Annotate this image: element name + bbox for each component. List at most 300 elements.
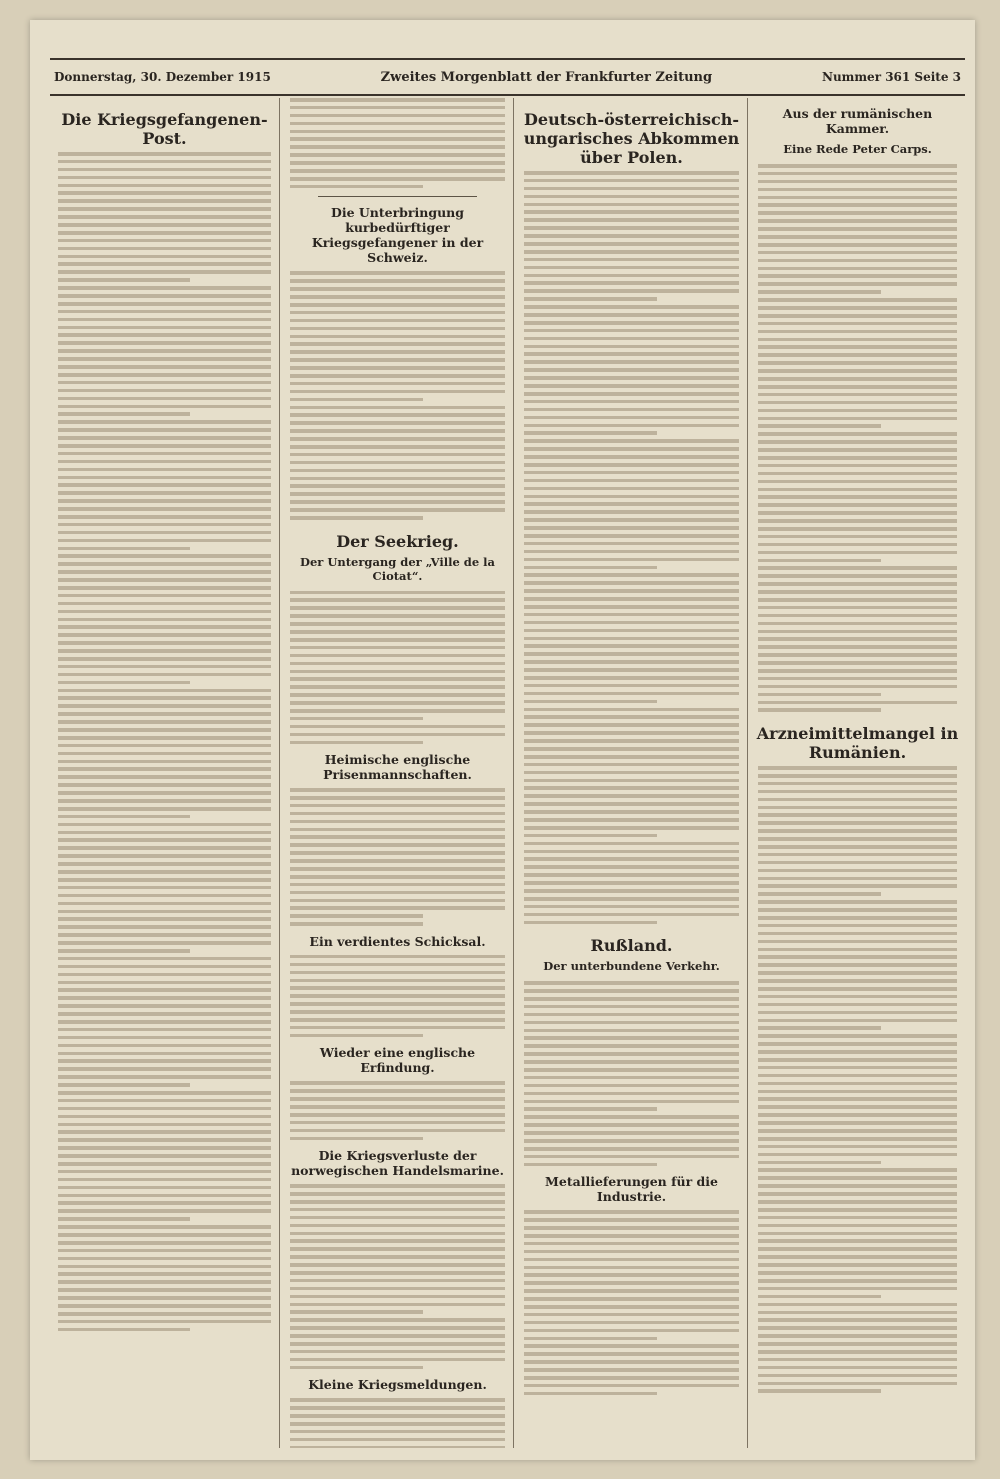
text-line [290, 606, 505, 610]
text-line [524, 589, 739, 593]
body-text-lines [290, 1184, 505, 1369]
text-line [758, 393, 957, 397]
text-line [524, 510, 739, 514]
text-line [58, 1312, 271, 1316]
text-line [58, 365, 271, 369]
text-line [290, 1438, 505, 1442]
text-line [290, 859, 505, 863]
text-line [758, 306, 957, 310]
text-line [524, 1052, 739, 1056]
text-line [290, 516, 423, 520]
text-line [58, 270, 271, 274]
text-line [290, 342, 505, 346]
text-line [758, 409, 957, 413]
text-line [290, 955, 505, 959]
text-line [290, 614, 505, 618]
text-line [524, 692, 739, 696]
text-line [524, 1376, 739, 1380]
text-line [58, 712, 271, 716]
text-line [58, 1265, 271, 1269]
text-line [524, 313, 739, 317]
text-line [58, 349, 271, 353]
text-line [758, 401, 957, 405]
text-line [758, 566, 957, 570]
text-line [758, 559, 881, 563]
text-line [290, 1089, 505, 1093]
text-line [58, 515, 271, 519]
text-line [58, 1170, 271, 1174]
text-line [758, 598, 957, 602]
text-line [524, 345, 739, 349]
text-line [58, 255, 271, 259]
text-line [58, 1107, 271, 1111]
text-line [524, 479, 739, 483]
text-line [758, 661, 957, 665]
text-line [290, 963, 505, 967]
text-line [290, 717, 423, 721]
text-line [758, 1050, 957, 1054]
text-line [524, 573, 739, 577]
text-line [290, 279, 505, 283]
text-line [58, 302, 271, 306]
text-line [524, 226, 739, 230]
text-line [58, 689, 271, 693]
text-line [524, 1021, 739, 1025]
text-line [524, 676, 739, 680]
text-line [758, 813, 957, 817]
text-line [58, 1328, 190, 1332]
text-line [290, 812, 505, 816]
text-line [524, 731, 739, 735]
subheadline-rede-peter-carps: Eine Rede Peter Carps. [783, 142, 932, 156]
text-line [58, 476, 271, 480]
text-line [758, 845, 957, 849]
text-line [758, 314, 957, 318]
text-line [58, 1130, 271, 1134]
text-line [290, 406, 505, 410]
text-line [758, 1058, 957, 1062]
text-line [758, 884, 957, 888]
text-line [290, 741, 423, 745]
text-line [58, 1067, 271, 1071]
text-line [58, 965, 271, 969]
text-line [524, 715, 739, 719]
text-line [290, 366, 505, 370]
text-line [758, 1255, 957, 1259]
text-line [290, 1018, 505, 1022]
text-line [758, 1168, 957, 1172]
text-line [524, 550, 739, 554]
text-line [758, 622, 957, 626]
body-text-lines [758, 164, 957, 712]
text-line [758, 963, 957, 967]
text-line [290, 971, 505, 975]
text-line [58, 1091, 271, 1095]
text-line [58, 1083, 190, 1087]
text-line [524, 321, 739, 325]
text-line [758, 1113, 957, 1117]
text-line [524, 1155, 739, 1159]
text-line [758, 995, 957, 999]
text-line [290, 1326, 505, 1330]
text-line [758, 861, 957, 865]
text-line [524, 542, 739, 546]
text-line [524, 274, 739, 278]
text-line [758, 669, 957, 673]
text-line [290, 986, 505, 990]
text-line [58, 886, 271, 890]
text-line [58, 1028, 271, 1032]
headline-englische-erfindung: Wieder eine englische Erfindung. [319, 1045, 476, 1076]
text-line [58, 152, 271, 156]
text-line [58, 625, 271, 629]
headline-verdientes-schicksal: Ein verdientes Schicksal. [309, 933, 486, 949]
text-line [58, 444, 271, 448]
text-line [290, 177, 505, 181]
text-line [758, 892, 881, 896]
text-line [58, 436, 271, 440]
text-line [758, 1019, 957, 1023]
text-line [290, 1263, 505, 1267]
text-line [758, 582, 957, 586]
text-line [524, 558, 739, 562]
body-text-lines [290, 271, 505, 519]
text-line [290, 693, 505, 697]
text-line [524, 597, 739, 601]
text-line [290, 1334, 505, 1338]
text-line [524, 1266, 739, 1270]
text-line [758, 708, 881, 712]
text-line [58, 1059, 271, 1063]
text-line [58, 925, 271, 929]
text-line [58, 618, 271, 622]
text-line [58, 499, 271, 503]
text-line [758, 979, 957, 983]
text-line [58, 594, 271, 598]
text-line [58, 854, 271, 858]
column-3 [516, 98, 748, 1448]
text-line [290, 654, 505, 658]
text-line [524, 1076, 739, 1080]
text-line [58, 704, 271, 708]
text-line [524, 1234, 739, 1238]
text-line [58, 1320, 271, 1324]
text-line [58, 1075, 271, 1079]
text-line [758, 1153, 957, 1157]
text-line [758, 1026, 881, 1030]
text-line [524, 668, 739, 672]
text-line [524, 1092, 739, 1096]
masthead-date: Donnerstag, 30. Dezember 1915 [54, 70, 271, 84]
text-line [58, 981, 271, 985]
text-line [58, 941, 271, 945]
text-line [758, 955, 957, 959]
text-line [524, 652, 739, 656]
text-line [758, 353, 957, 357]
text-line [290, 492, 505, 496]
text-line [290, 303, 505, 307]
headline-arzneimittelmangel: Arzneimittelmangel in Rumänien. [756, 724, 959, 763]
text-line [758, 971, 957, 975]
text-line [290, 630, 505, 634]
text-line [758, 1382, 957, 1386]
text-line [758, 488, 957, 492]
body-text-lines [290, 788, 505, 926]
text-line [58, 633, 271, 637]
text-line [524, 1139, 739, 1143]
text-line [58, 160, 271, 164]
text-line [58, 1012, 271, 1016]
text-line [290, 906, 505, 910]
text-line [758, 1192, 957, 1196]
text-line [58, 570, 271, 574]
text-line [58, 1044, 271, 1048]
text-line [524, 297, 657, 301]
text-line [58, 207, 271, 211]
text-line [758, 543, 957, 547]
text-line [524, 1273, 739, 1277]
headline-seekrieg: Der Seekrieg. [336, 531, 459, 551]
headline-russland: Rußland. [590, 936, 673, 956]
text-line [758, 614, 957, 618]
text-line [524, 424, 739, 428]
text-line [758, 203, 957, 207]
text-line [524, 1036, 739, 1040]
text-line [58, 1217, 190, 1221]
text-line [58, 1052, 271, 1056]
text-line [758, 590, 957, 594]
text-line [58, 176, 271, 180]
text-line [524, 463, 739, 467]
text-line [58, 168, 271, 172]
text-line [758, 535, 957, 539]
text-line [758, 1145, 957, 1149]
text-line [290, 883, 505, 887]
text-line [58, 1249, 271, 1253]
text-line [290, 374, 505, 378]
text-line [290, 453, 505, 457]
text-line [524, 187, 739, 191]
text-line [290, 461, 505, 465]
text-line [58, 247, 271, 251]
text-line [58, 1233, 271, 1237]
text-line [290, 875, 505, 879]
text-line [758, 1358, 957, 1362]
text-line [524, 644, 739, 648]
text-line [58, 775, 271, 779]
text-line [524, 621, 739, 625]
text-line [524, 360, 739, 364]
text-line [758, 227, 957, 231]
text-line [524, 1218, 739, 1222]
text-line [290, 851, 505, 855]
text-line [758, 829, 957, 833]
text-line [290, 350, 505, 354]
text-line [524, 392, 739, 396]
text-line [524, 242, 739, 246]
text-line [524, 881, 739, 885]
text-line [524, 195, 739, 199]
text-line [58, 823, 271, 827]
text-line [758, 948, 957, 952]
text-line [58, 1162, 271, 1166]
column-4 [750, 98, 965, 1448]
text-line [290, 1232, 505, 1236]
text-line [290, 1318, 505, 1322]
text-line [524, 913, 739, 917]
text-line [290, 390, 505, 394]
text-line [290, 484, 505, 488]
text-line [758, 472, 957, 476]
body-text-lines [290, 591, 505, 745]
text-line [758, 440, 957, 444]
text-line [524, 1029, 739, 1033]
text-line [758, 1105, 957, 1109]
text-line [524, 171, 739, 175]
text-line [58, 933, 271, 937]
divider [318, 196, 477, 197]
text-line [290, 1010, 505, 1014]
text-line [524, 179, 739, 183]
text-line [290, 733, 505, 737]
text-line [758, 908, 957, 912]
text-line [758, 1121, 957, 1125]
text-line [524, 431, 657, 435]
text-line [524, 250, 739, 254]
text-line [524, 1044, 739, 1048]
text-line [758, 298, 957, 302]
text-line [290, 828, 505, 832]
text-line [290, 1255, 505, 1259]
text-line [58, 1257, 271, 1261]
text-line [58, 894, 271, 898]
text-line [290, 922, 423, 926]
text-line [58, 420, 271, 424]
text-line [58, 1004, 271, 1008]
text-line [290, 153, 505, 157]
text-line [758, 1184, 957, 1188]
text-line [290, 429, 505, 433]
text-line [524, 1013, 739, 1017]
body-text-lines [524, 981, 739, 1166]
text-line [524, 1392, 657, 1396]
text-line [758, 243, 957, 247]
text-line [524, 637, 739, 641]
text-line [290, 820, 505, 824]
text-line [58, 728, 271, 732]
text-line [290, 137, 505, 141]
text-line [290, 591, 505, 595]
text-line [758, 1216, 957, 1220]
text-line [758, 1342, 957, 1346]
text-line [58, 752, 271, 756]
text-line [758, 701, 957, 705]
text-line [524, 708, 739, 712]
text-line [758, 924, 957, 928]
text-line [290, 979, 505, 983]
text-line [58, 1272, 271, 1276]
text-line [758, 637, 957, 641]
text-line [290, 477, 505, 481]
text-line [758, 235, 957, 239]
text-line [524, 376, 739, 380]
text-line [58, 846, 271, 850]
text-line [290, 445, 505, 449]
text-line [58, 649, 271, 653]
text-line [758, 1389, 881, 1393]
text-line [524, 1123, 739, 1127]
text-line [758, 653, 957, 657]
text-line [290, 327, 505, 331]
text-line [290, 1026, 505, 1030]
text-line [58, 310, 271, 314]
text-line [524, 368, 739, 372]
text-line [290, 1200, 505, 1204]
text-line [58, 910, 271, 914]
text-line [290, 169, 505, 173]
text-line [58, 373, 271, 377]
text-line [524, 786, 739, 790]
text-line [290, 835, 505, 839]
text-line [758, 1366, 957, 1370]
text-line [758, 172, 957, 176]
text-line [758, 790, 957, 794]
headline-kleine-kriegsmeldungen: Kleine Kriegsmeldungen. [308, 1377, 487, 1393]
text-line [58, 412, 190, 416]
text-line [758, 369, 957, 373]
text-line [758, 503, 957, 507]
text-line [524, 1352, 739, 1356]
text-line [290, 1129, 505, 1133]
text-line [58, 696, 271, 700]
text-line [58, 736, 271, 740]
text-line [58, 554, 271, 558]
text-line [290, 437, 505, 441]
text-line [524, 997, 739, 1001]
text-line [524, 1226, 739, 1230]
text-line [58, 996, 271, 1000]
text-line [58, 523, 271, 527]
text-line [758, 821, 957, 825]
text-line [524, 289, 739, 293]
text-line [524, 1258, 739, 1262]
text-line [524, 818, 739, 822]
text-line [290, 145, 505, 149]
text-line [758, 766, 957, 770]
text-line [58, 862, 271, 866]
text-line [290, 122, 505, 126]
text-line [524, 1084, 739, 1088]
text-line [290, 1310, 423, 1314]
text-line [758, 196, 957, 200]
text-line [524, 266, 739, 270]
text-line [58, 799, 271, 803]
text-line [524, 1163, 657, 1167]
text-line [290, 788, 505, 792]
text-line [758, 677, 957, 681]
text-line [58, 460, 271, 464]
text-line [758, 1303, 957, 1307]
text-line [758, 219, 957, 223]
body-text-lines [758, 766, 957, 1393]
text-line [290, 271, 505, 275]
text-line [758, 1311, 957, 1315]
text-line [58, 326, 271, 330]
text-line [758, 1208, 957, 1212]
text-line [58, 1201, 271, 1205]
text-line [58, 1115, 271, 1119]
text-line [290, 994, 505, 998]
